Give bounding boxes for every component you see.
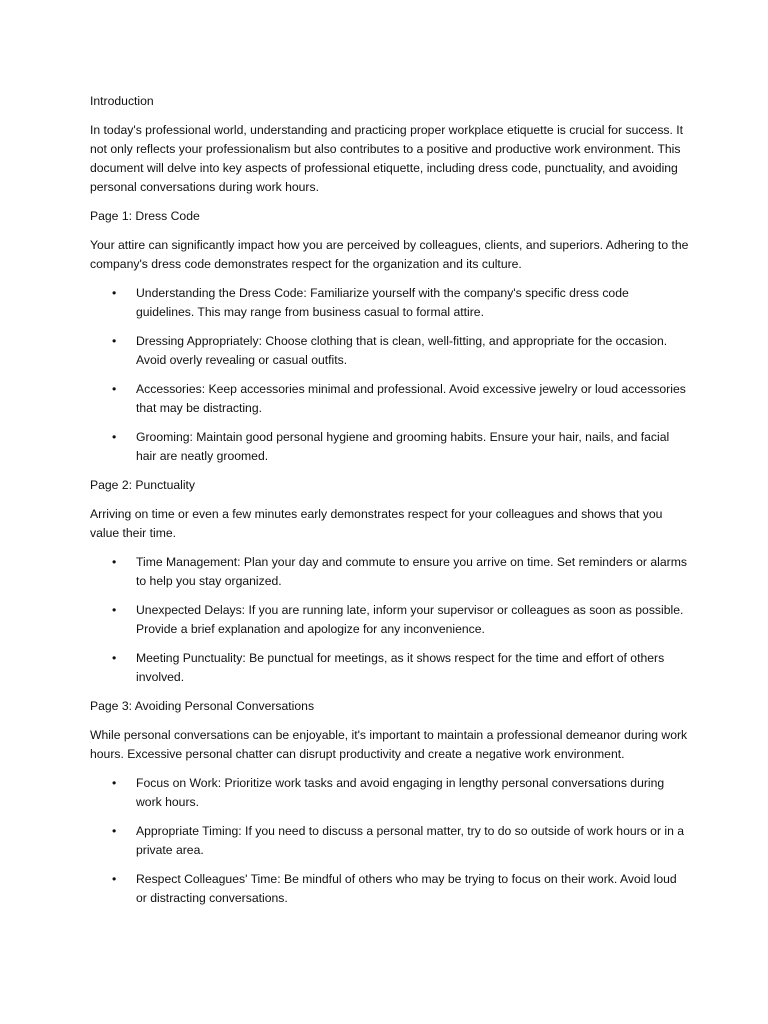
list-item-text: Time Management: Plan your day and commute to ensure you arrive on time. Set reminders or alarms to help you stay organized. <box>136 555 687 588</box>
list-item <box>90 553 690 591</box>
document-page <box>90 92 690 918</box>
list-item <box>90 332 690 370</box>
section-paragraph: While personal conversations can be enjoyable, it's important to maintain a professional demeanor during work hours. Excessive personal chatter can disrupt productivity and create a negative work environment. <box>90 728 688 761</box>
list-item-text: Unexpected Delays: If you are running late, inform your supervisor or colleagues as soon as possible. Provide a brief explanation and apologize for any inconvenience. <box>136 603 684 636</box>
bullet-list <box>90 553 690 687</box>
bullet-icon: • <box>112 651 117 665</box>
list-item <box>90 284 690 322</box>
list-item <box>90 649 690 687</box>
list-item-text: Dressing Appropriately: Choose clothing that is clean, well-fitting, and appropriate for the occasion. Avoid overly revealing or casual outfits. <box>136 334 668 367</box>
bullet-list <box>90 774 690 908</box>
list-item-text: Grooming: Maintain good personal hygiene and grooming habits. Ensure your hair, nails, and facial hair are neatly groomed. <box>136 430 670 463</box>
intro-heading: Introduction <box>90 94 154 108</box>
bullet-icon: • <box>112 430 117 444</box>
list-item-text: Respect Colleagues' Time: Be mindful of others who may be trying to focus on their work. Avoid loud or distracting conversations. <box>136 872 677 905</box>
bullet-icon: • <box>112 872 117 886</box>
section-heading: Page 3: Avoiding Personal Conversations <box>90 699 315 713</box>
bullet-icon: • <box>112 603 117 617</box>
section-punctuality <box>90 476 690 687</box>
section-paragraph: Your attire can significantly impact how you are perceived by colleagues, clients, and superiors. Adhering to the company's dress code demonstrates respect for the organization and its culture. <box>90 238 689 271</box>
list-item <box>90 380 690 418</box>
list-item-text: Appropriate Timing: If you need to discuss a personal matter, try to do so outside of work hours or in a private area. <box>136 824 685 857</box>
bullet-icon: • <box>112 776 117 790</box>
list-item <box>90 601 690 639</box>
bullet-icon: • <box>112 334 117 348</box>
list-item-text: Focus on Work: Prioritize work tasks and avoid engaging in lengthy personal conversations during work hours. <box>136 776 665 809</box>
list-item-text: Accessories: Keep accessories minimal and professional. Avoid excessive jewelry or loud accessories that may be distracting. <box>136 382 686 415</box>
list-item <box>90 870 690 908</box>
bullet-icon: • <box>112 824 117 838</box>
section-heading: Page 2: Punctuality <box>90 478 196 492</box>
section-dress-code <box>90 207 690 466</box>
section-personal-conversations <box>90 697 690 908</box>
list-item-text: Understanding the Dress Code: Familiarize yourself with the company's specific dress code guidelines. This may range from business casual to formal attire. <box>136 286 629 319</box>
list-item <box>90 774 690 812</box>
section-heading: Page 1: Dress Code <box>90 209 200 223</box>
bullet-icon: • <box>112 286 117 300</box>
section-paragraph: Arriving on time or even a few minutes early demonstrates respect for your colleagues and shows that you value their time. <box>90 507 663 540</box>
bullet-icon: • <box>112 382 117 396</box>
list-item <box>90 822 690 860</box>
intro-paragraph: In today's professional world, understanding and practicing proper workplace etiquette is crucial for success. It not only reflects your professionalism but also contributes to a positive and productive work environment. This document will delve into key aspects of professional etiquette, including dress code, punctuality, and avoiding personal conversations during work hours. <box>90 123 684 194</box>
bullet-list <box>90 284 690 466</box>
list-item-text: Meeting Punctuality: Be punctual for meetings, as it shows respect for the time and effort of others involved. <box>136 651 665 684</box>
bullet-icon: • <box>112 555 117 569</box>
list-item <box>90 428 690 466</box>
